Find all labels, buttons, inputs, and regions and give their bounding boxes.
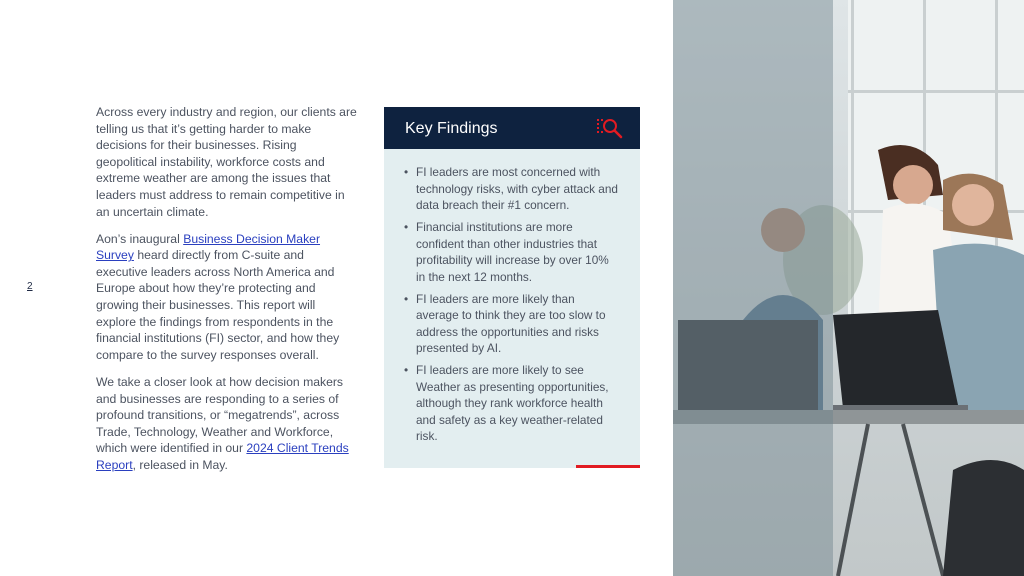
key-findings-header bbox=[384, 107, 640, 149]
red-accent-bar bbox=[576, 465, 640, 468]
key-finding-item: • FI leaders are more likely to see Weather as presenting opportunities, although they rank workforce health and safety as a key weather-related risk. bbox=[416, 362, 620, 445]
key-findings-card bbox=[384, 107, 640, 468]
intro-p3-before: We take a closer look at how decision makers and businesses are responding to a series of profound transitions, or “megatrends”, across Trade, Technology, Weather and Workforce, which were identified in our bbox=[96, 374, 344, 456]
key-finding-item: • FI leaders are most concerned with technology risks, with cyber attack and data breach their #1 concern. bbox=[416, 164, 620, 214]
intro-paragraph-1: Across every industry and region, our clients are telling us that it’s getting harder to make decisions for their businesses. Rising geopolitical instability, workforce costs and extreme weather are among the issues that leaders must address to remain competitive in an uncertain climate. bbox=[96, 105, 357, 219]
page-number: 2 bbox=[27, 281, 33, 292]
key-findings-title: Key Findings bbox=[405, 120, 498, 137]
intro-p2-before: Aon’s inaugural bbox=[96, 231, 184, 246]
client-trends-report-link[interactable]: 2024 Client Trends Report bbox=[96, 441, 349, 472]
office-photo bbox=[673, 0, 1024, 576]
key-finding-item: • FI leaders are more likely than average to think they are too slow to address the opportunities and risks presented by AI. bbox=[416, 291, 620, 357]
intro-paragraph-2 bbox=[96, 231, 358, 364]
photo-overlay bbox=[673, 0, 833, 576]
intro-paragraph-3 bbox=[96, 374, 358, 474]
business-decision-maker-survey-link[interactable]: Business Decision Maker Survey bbox=[96, 231, 321, 263]
intro-p3-after: , released in May. bbox=[132, 457, 228, 472]
intro-text bbox=[96, 104, 358, 484]
intro-p2-after: heard directly from C-suite and executive leaders across North America and Europe about how they’re protecting and growing their businesses. This report will explore the findings from respondents in the financial institutions (FI) sector, and how they compare to the survey responses overall. bbox=[96, 248, 340, 362]
magnifier-data-icon bbox=[596, 117, 624, 139]
key-finding-item: • Financial institutions are more confident than other industries that profitability will increase by over 10% in the next 12 months. bbox=[416, 219, 620, 285]
key-findings-list bbox=[384, 149, 640, 445]
